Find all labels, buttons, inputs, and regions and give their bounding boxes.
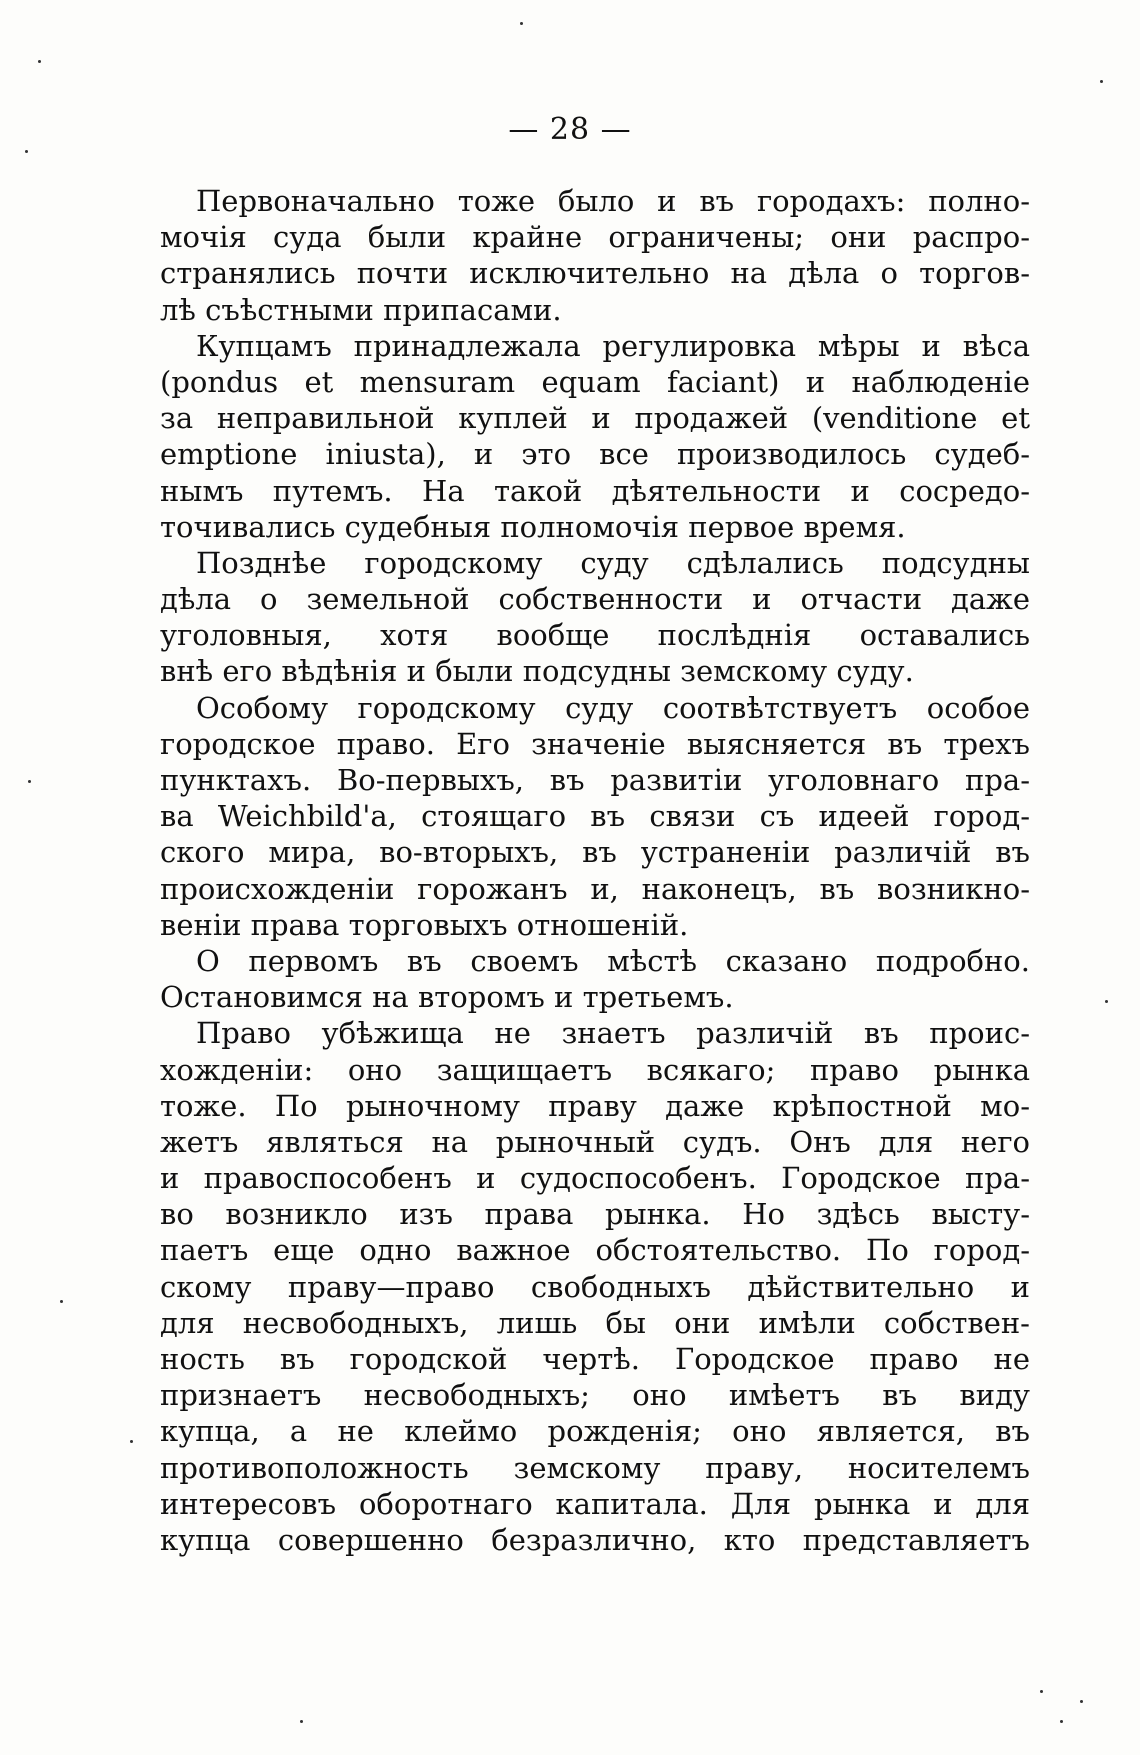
text-line: тоже. По рыночному праву даже крѣпостной мо- [160, 1088, 1030, 1123]
text-line: пунктахъ. Во-первыхъ, въ развитіи уголовнаго пра- [160, 763, 1030, 797]
scan-speck [1080, 1700, 1083, 1703]
text-line: Купцамъ принадлежала регулировка мѣры и вѣса [196, 328, 1030, 363]
text-line: дѣла о земельной собственности и отчасти даже [160, 582, 1030, 617]
text-line: ность въ городской чертѣ. Городское право не [160, 1342, 1030, 1376]
text-line: Особому городскому суду соотвѣтствуетъ особое [196, 690, 1030, 725]
paragraph-5 [160, 943, 1030, 1015]
text-line: скому праву—право свободныхъ дѣйствительно и [160, 1269, 1030, 1304]
text-line: признаетъ несвободныхъ; оно имѣетъ въ виду [160, 1378, 1030, 1413]
text-line: emptione iniusta), и это все производилось судеб- [160, 437, 1030, 472]
scan-speck [1100, 80, 1103, 83]
paragraph-2 [160, 328, 1030, 545]
text-line: купца совершенно безразлично, кто представляетъ [160, 1522, 1030, 1557]
text-line: точивались судебныя полномочія первое время. [160, 509, 906, 544]
text-line: городское право. Его значеніе выясняется въ трехъ [160, 726, 1030, 761]
text-line: Остановимся на второмъ и третьемъ. [160, 980, 734, 1015]
scan-speck [300, 1720, 303, 1723]
paragraph-3 [160, 545, 1030, 690]
scan-speck [28, 780, 31, 783]
scan-speck [25, 150, 28, 153]
text-line: внѣ его вѣдѣнія и были подсудны земскому суду. [160, 654, 914, 689]
text-line: ва Weichbild'a, стоящаго въ связи съ идеей город- [160, 799, 1030, 834]
text-line: для несвободныхъ, лишь бы они имѣли собствен- [160, 1305, 1030, 1340]
text-line: уголовныя, хотя вообще послѣднія оставались [160, 618, 1030, 653]
text-line: Позднѣе городскому суду сдѣлались подсудны [196, 545, 1030, 580]
text-line: Первоначально тоже было и въ городахъ: полно- [196, 184, 1030, 218]
text-line: хожденіи: оно защищаетъ всякаго; право рынка [160, 1052, 1030, 1087]
scan-speck [1105, 1000, 1108, 1003]
scan-speck [60, 1300, 63, 1303]
paragraph-6 [160, 1015, 1030, 1558]
text-line: Право убѣжища не знаетъ различій въ проис- [196, 1016, 1030, 1051]
scan-speck [520, 22, 523, 25]
text-line: О первомъ въ своемъ мѣстѣ сказано подробно. [196, 943, 1030, 978]
text-line: странялись почти исключительно на дѣла о торгов- [160, 256, 1030, 291]
text-line: противоположность земскому праву, носителемъ [160, 1450, 1030, 1485]
text-line: веніи права торговыхъ отношеній. [160, 907, 689, 942]
text-line: происхожденіи горожанъ и, наконецъ, въ возникно- [160, 871, 1030, 906]
scan-speck [1040, 1690, 1043, 1693]
paragraph-1 [160, 183, 1030, 328]
text-line: интересовъ оборотнаго капитала. Для рынка и для [160, 1486, 1030, 1521]
text-line: (pondus et mensuram equam faciant) и наблюденіе [160, 364, 1030, 399]
page-number: — 28 — [508, 112, 632, 147]
text-line: мочія суда были крайне ограничены; они распро- [160, 220, 1030, 255]
text-line: лѣ съѣстными припасами. [160, 292, 562, 327]
scan-speck [130, 1440, 133, 1443]
text-line: во возникло изъ права рынка. Но здѣсь высту- [160, 1197, 1030, 1232]
text-line: паетъ еще одно важное обстоятельство. По город- [160, 1233, 1030, 1268]
paragraph-4 [160, 690, 1030, 943]
text-line: ского мира, во-вторыхъ, въ устраненіи различій въ [160, 835, 1030, 870]
scan-speck [1060, 1720, 1063, 1723]
scan-speck [38, 60, 41, 63]
text-line: нымъ путемъ. На такой дѣятельности и сосредо- [160, 473, 1030, 508]
text-line: и правоспособенъ и судоспособенъ. Городское пра- [160, 1161, 1030, 1196]
text-line: за неправильной куплей и продажей (venditione et [160, 401, 1030, 436]
text-line: жетъ являться на рыночный судъ. Онъ для него [160, 1124, 1030, 1159]
text-line: купца, а не клеймо рожденія; оно является, въ [160, 1414, 1030, 1449]
body-text [160, 183, 1030, 1558]
